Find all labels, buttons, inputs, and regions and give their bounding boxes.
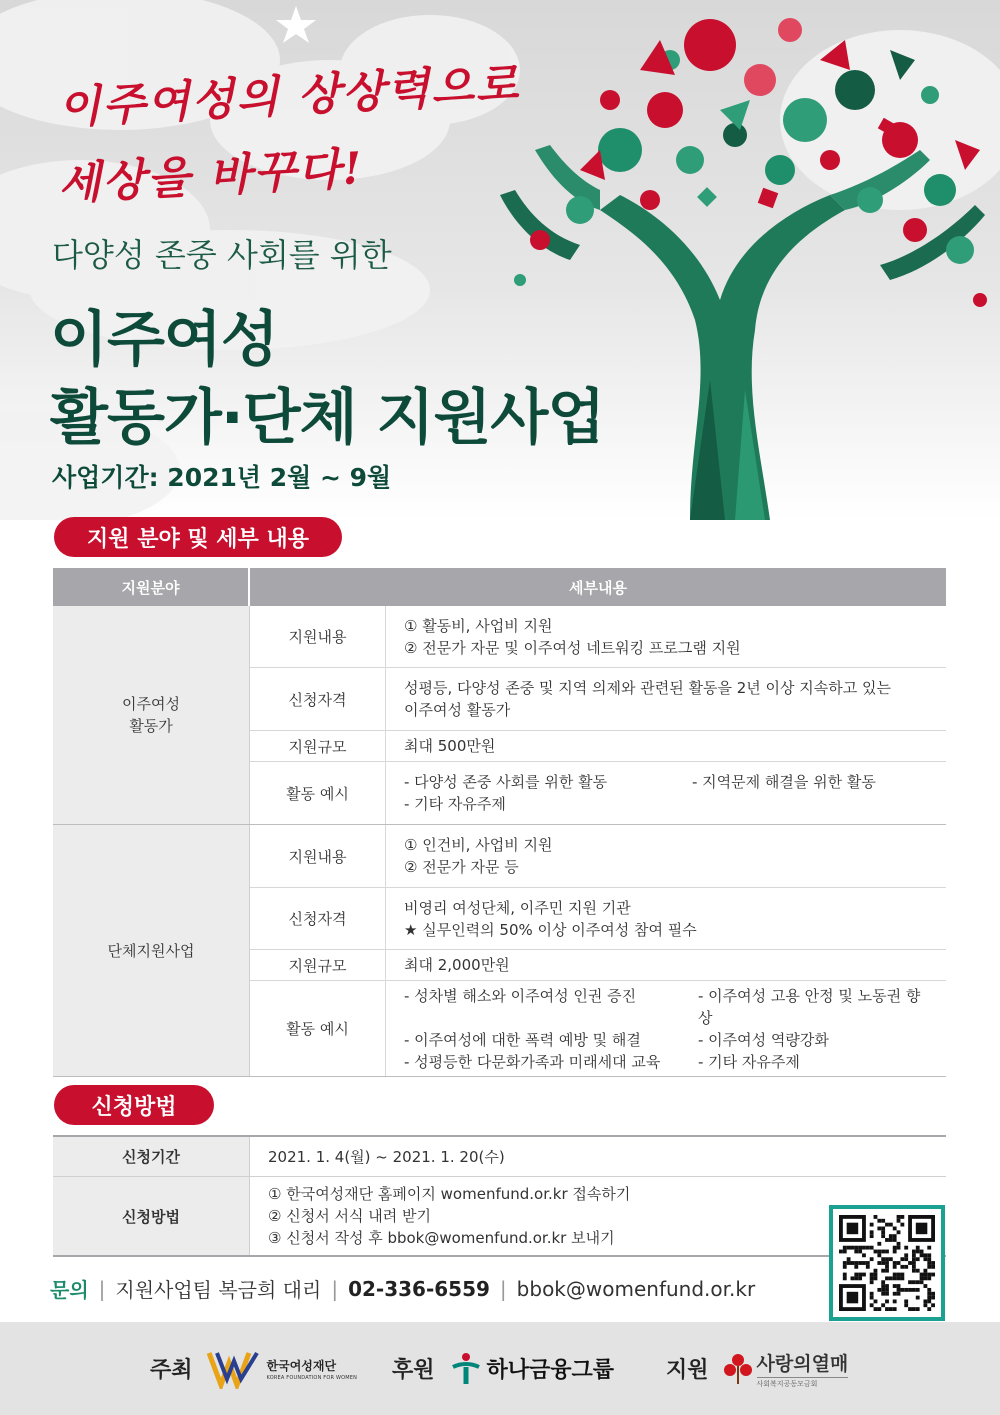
- apply-method-line: ② 신청서 서식 내려 받기: [268, 1207, 431, 1225]
- row-line: 비영리 여성단체, 이주민 지원 기관: [404, 898, 631, 917]
- support-org-sub: 사회복지공동모금회: [757, 1377, 849, 1389]
- qr-module: [904, 1257, 908, 1261]
- qr-module: [923, 1303, 927, 1307]
- example-item: - 이주여성 역량강화: [698, 1030, 829, 1049]
- qr-module: [874, 1307, 878, 1311]
- qr-module: [893, 1299, 897, 1303]
- contact-email[interactable]: bbok@womenfund.or.kr: [516, 1276, 756, 1301]
- table-row: [250, 731, 946, 762]
- qr-module: [885, 1276, 889, 1280]
- qr-module: [916, 1257, 920, 1261]
- row-label: 활동 예시: [250, 981, 386, 1076]
- qr-module: [866, 1265, 870, 1269]
- qr-module: [893, 1261, 897, 1265]
- qr-module: [927, 1288, 931, 1292]
- table-row: [250, 762, 946, 824]
- qr-module: [862, 1273, 866, 1277]
- qr-module: [927, 1265, 931, 1269]
- contact-phone[interactable]: 02-336-6559: [348, 1276, 490, 1301]
- qr-module: [904, 1299, 908, 1303]
- qr-module: [927, 1296, 931, 1300]
- qr-module: [866, 1246, 870, 1250]
- group-label: 이주여성 활동가: [53, 606, 250, 824]
- qr-module: [931, 1303, 935, 1307]
- host-org-name: 한국여성재단: [266, 1358, 337, 1373]
- qr-module: [912, 1253, 916, 1257]
- qr-module: [854, 1250, 858, 1254]
- apply-period-label: 신청기간: [53, 1137, 250, 1176]
- example-item: - 이주여성 고용 안정 및 노동권 향상: [698, 986, 921, 1027]
- qr-module: [877, 1253, 881, 1257]
- support-group: [666, 1322, 848, 1415]
- qr-module: [904, 1246, 908, 1250]
- contact-team: 지원사업팀 복금희 대리: [115, 1278, 322, 1302]
- qr-module: [889, 1307, 893, 1311]
- sponsor-org-name: 하나금융그룹: [486, 1358, 615, 1383]
- example-item: - 성평등한 다문화가족과 미래세대 교육: [404, 1052, 661, 1071]
- qr-module: [866, 1261, 870, 1265]
- qr-module: [862, 1246, 866, 1250]
- qr-module: [843, 1250, 847, 1254]
- qr-module: [927, 1292, 931, 1296]
- qr-module: [885, 1223, 889, 1227]
- main-title-line-1: 이주여성: [50, 305, 278, 375]
- qr-module: [912, 1269, 916, 1273]
- qr-module: [931, 1265, 935, 1269]
- qr-module: [908, 1288, 912, 1292]
- qr-module: [874, 1299, 878, 1303]
- qr-module: [923, 1284, 927, 1288]
- qr-module: [877, 1227, 881, 1231]
- qr-module: [900, 1276, 904, 1280]
- qr-module: [847, 1246, 851, 1250]
- qr-module: [897, 1276, 901, 1280]
- qr-module: [900, 1265, 904, 1269]
- row-label: 지원내용: [250, 825, 386, 887]
- row-label: 지원규모: [250, 731, 386, 761]
- qr-module: [877, 1288, 881, 1292]
- qr-module: [927, 1257, 931, 1261]
- qr-module: [847, 1223, 859, 1235]
- table-row: [250, 606, 946, 668]
- qr-module: [923, 1269, 927, 1273]
- qr-module: [885, 1265, 889, 1269]
- qr-module: [893, 1250, 897, 1254]
- apply-method-label: 신청방법: [53, 1177, 250, 1255]
- qr-module: [870, 1234, 874, 1238]
- qr-module: [843, 1265, 847, 1269]
- qr-module: [881, 1261, 885, 1265]
- qr-module: [904, 1288, 908, 1292]
- example-item: - 기타 자유주제: [698, 1052, 800, 1071]
- qr-module: [874, 1269, 878, 1273]
- apply-method-line: ③ 신청서 작성 후 bbok@womenfund.or.kr 보내기: [268, 1229, 615, 1247]
- row-line: ★ 실무인력의 50% 이상 이주여성 참여 필수: [404, 920, 697, 939]
- support-label: 지원: [666, 1358, 709, 1383]
- qr-module: [870, 1296, 874, 1300]
- hana-logo-icon: [449, 1352, 483, 1386]
- qr-module: [893, 1292, 897, 1296]
- separator: |: [499, 1276, 507, 1301]
- host-group: [150, 1322, 357, 1415]
- qr-module: [877, 1250, 881, 1254]
- qr-module: [908, 1261, 912, 1265]
- contact-label: 문의: [50, 1278, 89, 1302]
- qr-module: [881, 1227, 885, 1231]
- qr-module: [927, 1253, 931, 1257]
- qr-module: [839, 1250, 843, 1254]
- row-line: ① 인건비, 사업비 지원: [404, 836, 553, 854]
- qr-module: [893, 1238, 897, 1242]
- qr-module: [881, 1250, 885, 1254]
- qr-module: [870, 1273, 874, 1277]
- header-details: 세부내용: [569, 578, 627, 597]
- qr-module: [920, 1273, 924, 1277]
- qr-module: [885, 1238, 889, 1242]
- row-label: 지원내용: [250, 606, 386, 667]
- qr-module: [858, 1250, 862, 1254]
- star-icon: [276, 6, 316, 43]
- qr-module: [877, 1307, 881, 1311]
- host-org-name-en: KOREA FOUNDATION FOR WOMEN: [266, 1374, 358, 1381]
- row-label: 신청자격: [250, 668, 386, 730]
- table-row: [250, 668, 946, 731]
- table-row: [250, 981, 946, 1076]
- qr-module: [881, 1280, 885, 1284]
- qr-module: [889, 1276, 893, 1280]
- qr-module: [897, 1261, 901, 1265]
- qr-module: [916, 1288, 920, 1292]
- section-title-apply: 신청방법: [54, 1085, 214, 1125]
- group-activist: [53, 606, 946, 825]
- qr-module: [885, 1292, 889, 1296]
- qr-module: [854, 1261, 858, 1265]
- qr-module: [916, 1280, 920, 1284]
- qr-module: [904, 1253, 908, 1257]
- qr-module: [916, 1223, 928, 1235]
- qr-module: [881, 1230, 885, 1234]
- qr-module: [858, 1261, 862, 1265]
- qr-module: [854, 1246, 858, 1250]
- example-item: - 기타 자유주제: [404, 795, 506, 813]
- qr-module: [877, 1219, 881, 1223]
- apply-period-value: 2021. 1. 4(월) ~ 2021. 1. 20(수): [268, 1147, 505, 1166]
- qr-module: [912, 1280, 916, 1284]
- qr-module: [931, 1273, 935, 1277]
- row-line: 성평등, 다양성 존중 및 지역 의제와 관련된 활동을 2년 이상 지속하고 있는: [404, 679, 891, 697]
- qr-module: [920, 1253, 924, 1257]
- table-row: [250, 888, 946, 950]
- qr-module: [885, 1299, 889, 1303]
- qr-module: [885, 1307, 889, 1311]
- qr-module: [897, 1219, 901, 1223]
- qr-module: [862, 1253, 866, 1257]
- qr-module: [893, 1234, 897, 1238]
- footer: [0, 1322, 1000, 1415]
- qr-module: [874, 1250, 878, 1254]
- qr-module: [916, 1296, 920, 1300]
- row-label: 신청자격: [250, 888, 386, 949]
- qr-module: [931, 1296, 935, 1300]
- qr-module: [889, 1223, 893, 1227]
- qr-module: [897, 1215, 901, 1219]
- qr-module: [908, 1280, 912, 1284]
- qr-module: [874, 1273, 878, 1277]
- main-title-line-2: 활동가·단체 지원사업: [50, 383, 605, 453]
- qr-module: [897, 1242, 901, 1246]
- qr-module: [927, 1276, 931, 1280]
- qr-module: [858, 1273, 862, 1277]
- qr-module: [920, 1280, 924, 1284]
- qr-module: [881, 1284, 885, 1288]
- example-item: - 지역문제 해결을 위한 활동: [692, 773, 876, 791]
- qr-module: [893, 1246, 897, 1250]
- qr-module: [893, 1273, 897, 1277]
- qr-module: [900, 1288, 904, 1292]
- qr-module: [874, 1276, 878, 1280]
- qr-module: [847, 1292, 859, 1304]
- qr-module: [847, 1261, 851, 1265]
- qr-module: [870, 1230, 874, 1234]
- qr-module: [927, 1273, 931, 1277]
- qr-module: [870, 1292, 874, 1296]
- qr-module: [870, 1223, 874, 1227]
- header-category: 지원분야: [53, 568, 250, 606]
- qr-module: [885, 1269, 889, 1273]
- qr-module: [923, 1276, 927, 1280]
- row-label: 활동 예시: [250, 762, 386, 824]
- qr-module: [843, 1246, 847, 1250]
- qr-module: [889, 1257, 893, 1261]
- qr-module: [881, 1292, 885, 1296]
- qr-module: [897, 1292, 901, 1296]
- qr-module: [885, 1288, 889, 1292]
- row-line: 이주여성 활동가: [404, 701, 511, 719]
- qr-module: [897, 1246, 901, 1250]
- group-label: 단체지원사업: [53, 825, 250, 1076]
- qr-module: [851, 1276, 855, 1280]
- qr-module: [920, 1276, 924, 1280]
- qr-module: [923, 1299, 927, 1303]
- slogan-line-1: 이주여성의 상상력으로: [56, 58, 522, 134]
- qr-code-icon: [839, 1215, 935, 1311]
- host-label: 주최: [150, 1358, 193, 1383]
- fruit-logo-icon: [723, 1352, 753, 1386]
- hero-section: [0, 0, 1000, 520]
- qr-module: [854, 1273, 858, 1277]
- qr-module: [904, 1265, 908, 1269]
- qr-module: [843, 1276, 847, 1280]
- example-item: - 이주여성에 대한 폭력 예방 및 해결: [404, 1030, 641, 1049]
- apply-table: [53, 1135, 946, 1257]
- womenfund-logo-icon: [207, 1349, 261, 1389]
- qr-module: [923, 1253, 927, 1257]
- qr-module: [854, 1265, 858, 1269]
- qr-module: [893, 1284, 897, 1288]
- qr-module: [893, 1307, 897, 1311]
- qr-module: [874, 1215, 878, 1219]
- qr-module: [843, 1273, 847, 1277]
- separator: |: [331, 1276, 339, 1301]
- subtitle: 다양성 존중 사회를 위한: [52, 236, 392, 274]
- row-line: ② 전문가 자문 및 이주여성 네트워킹 프로그램 지원: [404, 638, 741, 657]
- sponsor-label: 후원: [392, 1358, 435, 1383]
- table-header: [53, 568, 946, 606]
- qr-module: [885, 1250, 889, 1254]
- tree-hands-illustration: [460, 0, 1000, 520]
- row-line: ② 전문가 자문 등: [404, 858, 519, 876]
- qr-module: [904, 1303, 908, 1307]
- qr-module: [897, 1273, 901, 1277]
- qr-module: [885, 1261, 889, 1265]
- example-item: - 성차별 해소와 이주여성 인권 증진: [404, 986, 637, 1005]
- apply-method-line: ① 한국여성재단 홈페이지 womenfund.or.kr 접속하기: [268, 1185, 631, 1203]
- qr-module: [912, 1288, 916, 1292]
- table-row: [250, 950, 946, 981]
- qr-module: [916, 1307, 920, 1311]
- qr-module: [889, 1238, 893, 1242]
- sponsor-group: [392, 1322, 614, 1415]
- contact-line: [50, 1274, 755, 1303]
- table-row: [53, 1137, 946, 1177]
- qr-module: [881, 1288, 885, 1292]
- table-row: [53, 1177, 946, 1255]
- qr-module: [889, 1234, 893, 1238]
- qr-module: [847, 1257, 851, 1261]
- qr-module: [897, 1288, 901, 1292]
- group-organization: [53, 825, 946, 1077]
- qr-module: [881, 1269, 885, 1273]
- qr-module: [870, 1257, 874, 1261]
- qr-module: [877, 1261, 881, 1265]
- qr-module: [927, 1307, 931, 1311]
- qr-module: [877, 1242, 881, 1246]
- separator: |: [98, 1276, 106, 1301]
- qr-module: [851, 1261, 855, 1265]
- support-table: [53, 568, 946, 1077]
- row-line: 최대 500만원: [404, 737, 496, 755]
- qr-module: [897, 1284, 901, 1288]
- qr-module: [912, 1261, 916, 1265]
- qr-module: [927, 1261, 931, 1265]
- qr-module: [881, 1303, 885, 1307]
- qr-module: [908, 1307, 912, 1311]
- row-line: 최대 2,000만원: [404, 956, 510, 974]
- qr-module: [923, 1257, 927, 1261]
- qr-module: [900, 1273, 904, 1277]
- row-line: ① 활동비, 사업비 지원: [404, 616, 553, 635]
- qr-module: [912, 1265, 916, 1269]
- qr-module: [900, 1215, 904, 1219]
- support-org-name: 사랑의열매: [756, 1352, 849, 1375]
- qr-module: [900, 1257, 904, 1261]
- qr-module: [885, 1284, 889, 1288]
- qr-module: [893, 1265, 897, 1269]
- qr-module: [893, 1276, 897, 1280]
- qr-module: [870, 1303, 874, 1307]
- qr-module: [897, 1230, 901, 1234]
- qr-module: [870, 1246, 874, 1250]
- qr-module: [893, 1227, 897, 1231]
- qr-module: [854, 1276, 858, 1280]
- qr-module: [916, 1250, 920, 1254]
- qr-module: [858, 1276, 862, 1280]
- qr-module: [870, 1280, 874, 1284]
- qr-module: [851, 1246, 855, 1250]
- qr-module: [862, 1261, 866, 1265]
- qr-module: [870, 1276, 874, 1280]
- example-item: - 다양성 존중 사회를 위한 활동: [404, 773, 608, 791]
- qr-module: [916, 1269, 920, 1273]
- qr-module: [923, 1273, 927, 1277]
- qr-module: [916, 1246, 920, 1250]
- qr-code[interactable]: [829, 1205, 945, 1321]
- row-label: 지원규모: [250, 950, 386, 980]
- qr-module: [900, 1223, 904, 1227]
- qr-module: [843, 1261, 847, 1265]
- qr-module: [881, 1219, 885, 1223]
- qr-module: [912, 1307, 916, 1311]
- qr-module: [881, 1234, 885, 1238]
- qr-module: [927, 1299, 931, 1303]
- qr-module: [931, 1261, 935, 1265]
- slogan-line-2: 세상을 바꾸다!: [56, 143, 365, 210]
- qr-module: [912, 1257, 916, 1261]
- section-title-support: 지원 분야 및 세부 내용: [54, 517, 342, 557]
- qr-module: [881, 1257, 885, 1261]
- qr-module: [931, 1292, 935, 1296]
- qr-module: [858, 1246, 862, 1250]
- qr-module: [885, 1257, 889, 1261]
- qr-module: [920, 1250, 924, 1254]
- project-period: 사업기간: 2021년 2월 ~ 9월: [52, 463, 392, 492]
- qr-module: [912, 1250, 916, 1254]
- qr-module: [927, 1246, 931, 1250]
- table-row: [250, 825, 946, 888]
